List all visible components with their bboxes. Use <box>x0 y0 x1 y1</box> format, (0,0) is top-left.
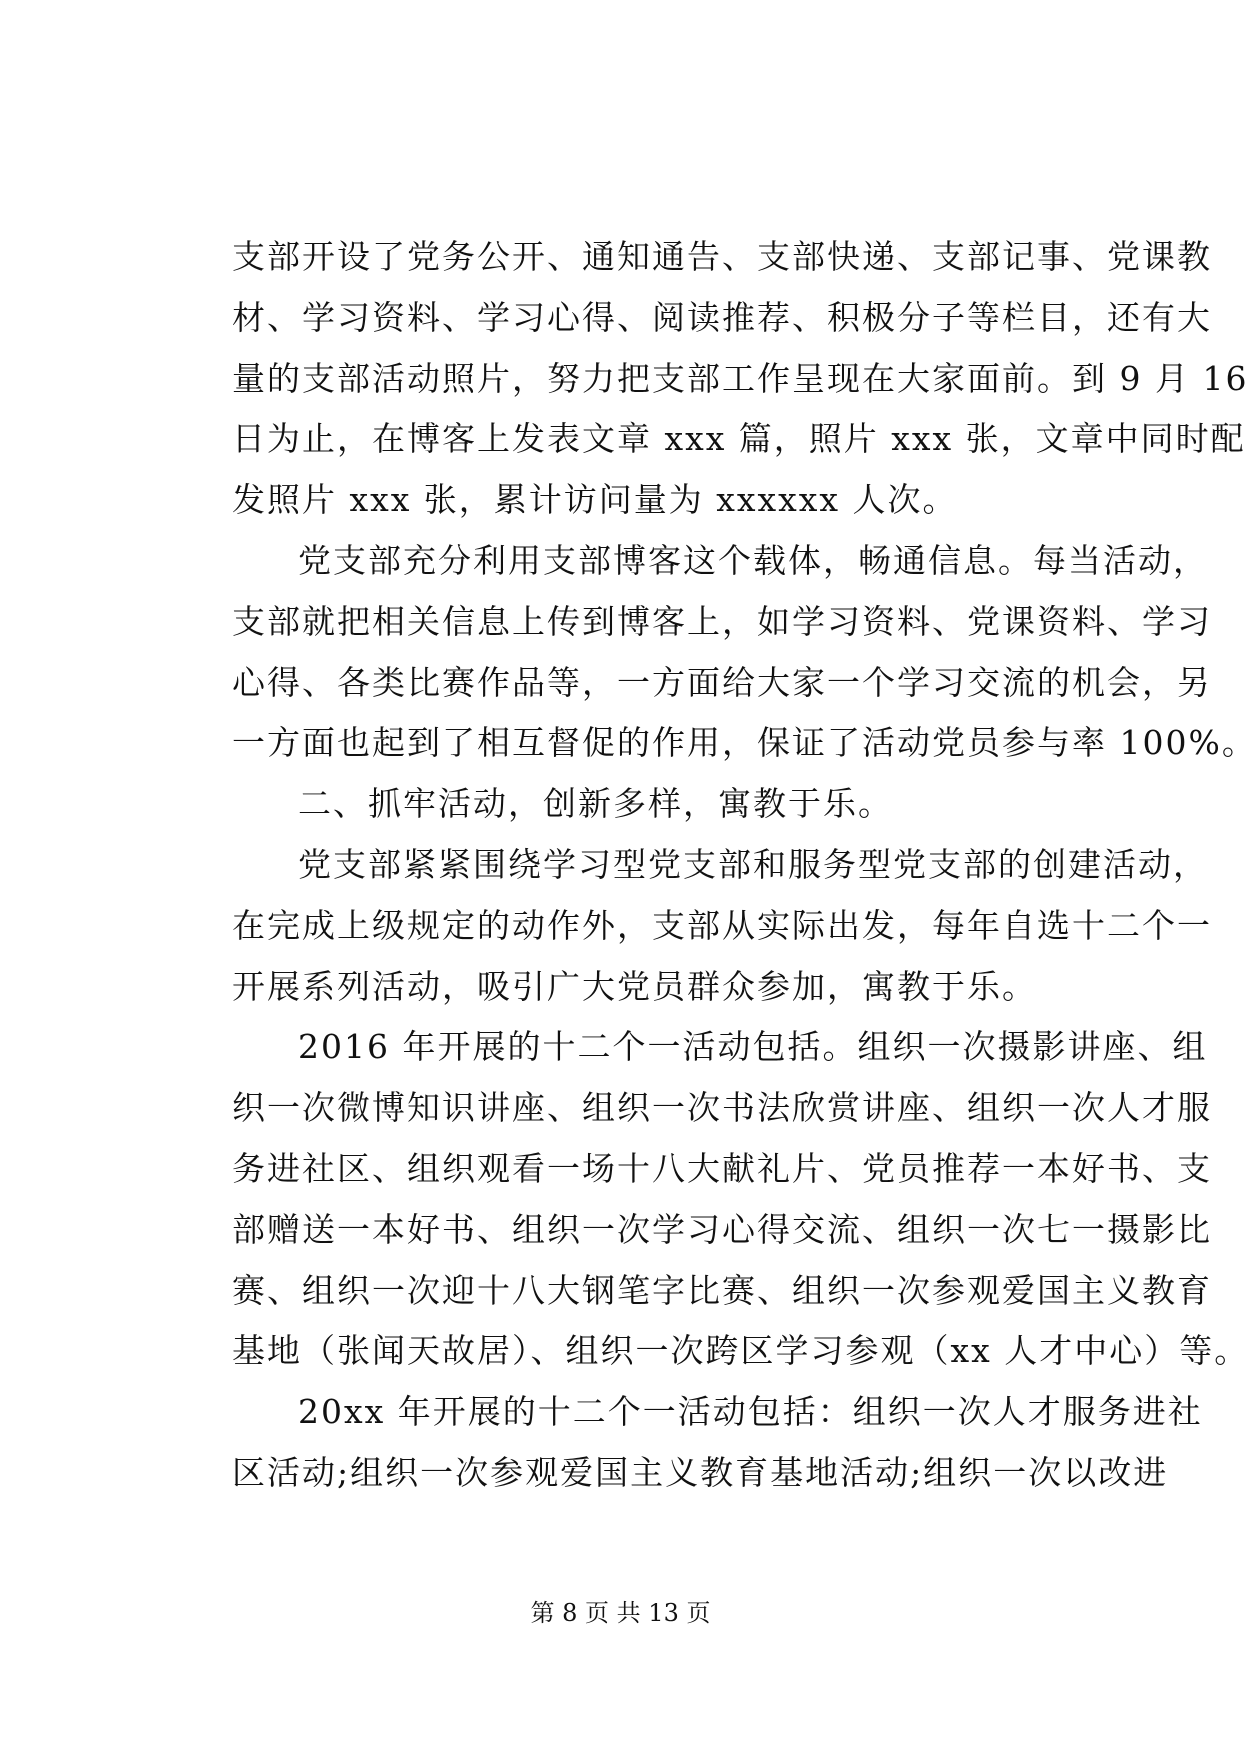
text-line: 务进社区、组织观看一场十八大献礼片、党员推荐一本好书、支 <box>232 1148 1212 1188</box>
text-line: 2016 年开展的十二个一活动包括。组织一次摄影讲座、组 <box>298 1027 1208 1067</box>
document-body <box>232 227 1257 1504</box>
text-line: 开展系列活动，吸引广大党员群众参加，寓教于乐。 <box>232 966 1037 1006</box>
paragraph <box>232 531 1257 774</box>
text-line: 支部就把相关信息上传到博客上，如学习资料、党课资料、学习 <box>232 601 1212 641</box>
text-line: 区活动;组织一次参观爱国主义教育基地活动;组织一次以改进 <box>232 1452 1169 1492</box>
text-line: 20xx 年开展的十二个一活动包括：组织一次人才服务进社 <box>298 1392 1203 1432</box>
paragraph <box>232 227 1249 531</box>
text-line: 量的支部活动照片，努力把支部工作呈现在大家面前。到 9 月 16 <box>232 358 1249 398</box>
text-line: 在完成上级规定的动作外，支部从实际出发，每年自选十二个一 <box>232 905 1212 945</box>
text-line: 支部开设了党务公开、通知通告、支部快递、支部记事、党课教 <box>232 237 1212 276</box>
text-line: 党支部充分利用支部博客这个载体，畅通信息。每当活动， <box>298 540 1208 580</box>
page-footer: 第 8 页 共 13 页 <box>530 1599 711 1627</box>
text-line: 心得、各类比赛作品等，一方面给大家一个学习交流的机会，另 <box>232 662 1212 702</box>
paragraph <box>232 1382 1203 1504</box>
text-line: 材、学习资料、学习心得、阅读推荐、积极分子等栏目，还有大 <box>232 297 1212 337</box>
text-line: 织一次微博知识讲座、组织一次书法欣赏讲座、组织一次人才服 <box>232 1088 1212 1128</box>
paragraph <box>232 1017 1250 1382</box>
text-line: 二、抓牢活动，创新多样，寓教于乐。 <box>298 784 893 824</box>
text-line: 部赠送一本好书、组织一次学习心得交流、组织一次七一摄影比 <box>232 1209 1212 1249</box>
text-line: 赛、组织一次迎十八大钢笔字比赛、组织一次参观爱国主义教育 <box>232 1270 1212 1310</box>
text-line: 日为止，在博客上发表文章 xxx 篇，照片 xxx 张，文章中同时配 <box>232 419 1246 459</box>
paragraph <box>232 774 1082 835</box>
paragraph <box>232 835 1212 1017</box>
text-line: 基地（张闻天故居）、组织一次跨区学习参观（xx 人才中心）等。 <box>232 1331 1250 1371</box>
text-line: 发照片 xxx 张，累计访问量为 xxxxxx 人次。 <box>232 480 958 520</box>
text-line: 一方面也起到了相互督促的作用，保证了活动党员参与率 100%。 <box>232 723 1257 763</box>
text-line: 党支部紧紧围绕学习型党支部和服务型党支部的创建活动， <box>298 844 1208 884</box>
